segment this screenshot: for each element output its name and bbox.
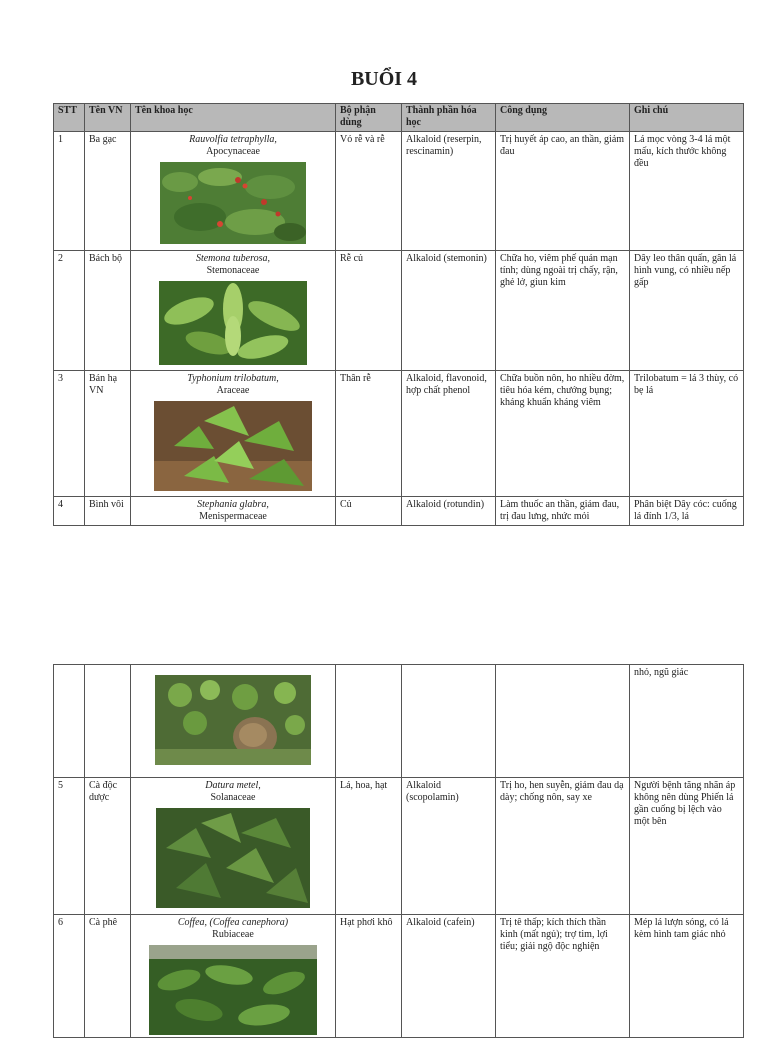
family-name: Rubiaceae	[212, 929, 254, 940]
table-row	[54, 497, 744, 526]
cell-stt: 1	[54, 132, 85, 251]
cell-bo-phan-dung: Củ	[336, 497, 402, 526]
cell-ghi-chu: Người bệnh tăng nhãn áp không nên dùng Phiến lá gần cuống bị lệch vào một bên	[630, 778, 744, 915]
family-name: Solanaceae	[210, 792, 256, 803]
cell-ghi-chu: Dây leo thân quấn, gân lá hình vung, có nhiều nếp gấp	[630, 251, 744, 371]
photo-rauvolfia-plant	[160, 162, 306, 244]
header-bo-phan-dung: Bộ phận dùng	[336, 104, 402, 132]
cell-bo-phan-dung: Rễ củ	[336, 251, 402, 371]
cell-ten-vn: Cà độc dược	[85, 778, 131, 915]
scientific-name: Typhonium trilobatum,	[187, 373, 279, 384]
cell-ten-vn: Cà phê	[85, 915, 131, 1038]
cell-thanh-phan: Alkaloid (cafein)	[402, 915, 496, 1038]
cell-bo-phan-dung	[336, 665, 402, 778]
cell-cong-dung: Chữa buồn nôn, ho nhiều đờm, tiêu hóa kém, chướng bụng; kháng khuẩn kháng viêm	[496, 371, 630, 497]
cell-cong-dung: Trị ho, hen suyễn, giảm đau dạ dày; chống nôn, say xe	[496, 778, 630, 915]
cell-ghi-chu: nhỏ, ngũ giác	[630, 665, 744, 778]
scientific-name: Stephania glabra,	[197, 499, 269, 510]
cell-thanh-phan: Alkaloid (reserpin, rescinamin)	[402, 132, 496, 251]
family-name: Apocynaceae	[206, 146, 260, 157]
cell-ten-khoa-hoc	[131, 665, 336, 778]
cell-stt: 2	[54, 251, 85, 371]
header-thanh-phan: Thành phần hóa học	[402, 104, 496, 132]
cell-stt: 6	[54, 915, 85, 1038]
cell-bo-phan-dung: Lá, hoa, hạt	[336, 778, 402, 915]
page-title: BUỔI 4	[350, 68, 418, 90]
cell-ten-khoa-hoc	[131, 251, 336, 371]
scientific-name: Rauvolfia tetraphylla,	[189, 134, 277, 145]
cell-thanh-phan: Alkaloid, flavonoid, hợp chất phenol	[402, 371, 496, 497]
header-ten-khoa-hoc: Tên khoa học	[131, 104, 336, 132]
table-row	[54, 371, 744, 497]
cell-ten-vn: Bán hạ VN	[85, 371, 131, 497]
cell-ten-vn: Bách bộ	[85, 251, 131, 371]
cell-cong-dung: Trị tê thấp; kích thích thần kinh (mất ngủ); trợ tim, lợi tiểu; giải ngộ độc nghiện	[496, 915, 630, 1038]
table-row	[54, 251, 744, 371]
cell-ten-khoa-hoc	[131, 371, 336, 497]
family-name: Menispermaceae	[199, 511, 267, 522]
cell-ten-khoa-hoc	[131, 915, 336, 1038]
cell-ghi-chu: Trilobatum = lá 3 thùy, có bẹ lá	[630, 371, 744, 497]
photo-stephania-plant	[155, 675, 311, 765]
cell-ten-khoa-hoc	[131, 132, 336, 251]
photo-stemona-plant	[159, 281, 307, 365]
cell-cong-dung: Trị huyết áp cao, an thần, giảm đau	[496, 132, 630, 251]
cell-ghi-chu: Phân biệt Dây cóc: cuống lá đính 1/3, lá	[630, 497, 744, 526]
cell-thanh-phan: Alkaloid (rotundin)	[402, 497, 496, 526]
cell-ten-vn: Ba gạc	[85, 132, 131, 251]
plant-table-part-1	[53, 103, 744, 526]
scientific-name: Coffea, (Coffea canephora)	[177, 917, 289, 928]
table-row	[54, 132, 744, 251]
cell-cong-dung: Làm thuốc an thần, giảm đau, trị đau lưng, nhức mỏi	[496, 497, 630, 526]
cell-thanh-phan: Alkaloid (scopolamin)	[402, 778, 496, 915]
table-header-row	[54, 104, 744, 132]
scientific-name: Stemona tuberosa,	[195, 253, 271, 264]
cell-ghi-chu: Lá mọc vòng 3-4 lá một mấu, kích thước không đều	[630, 132, 744, 251]
cell-stt: 5	[54, 778, 85, 915]
cell-ten-vn: Bình vôi	[85, 497, 131, 526]
photo-typhonium-plant	[154, 401, 312, 491]
cell-thanh-phan: Alkaloid (stemonin)	[402, 251, 496, 371]
cell-cong-dung	[496, 665, 630, 778]
cell-cong-dung: Chữa ho, viêm phế quản mạn tính; dùng ngoài trị chấy, rận, ghẻ lở, giun kim	[496, 251, 630, 371]
table-row	[54, 665, 744, 778]
family-name: Stemonaceae	[206, 265, 260, 276]
cell-stt	[54, 665, 85, 778]
cell-ten-khoa-hoc	[131, 778, 336, 915]
cell-ghi-chu: Mép lá lượn sóng, có lá kèm hình tam giác nhỏ	[630, 915, 744, 1038]
cell-bo-phan-dung: Hạt phơi khô	[336, 915, 402, 1038]
scientific-name: Datura metel,	[205, 780, 261, 791]
header-cong-dung: Công dụng	[496, 104, 630, 132]
cell-stt: 3	[54, 371, 85, 497]
cell-thanh-phan	[402, 665, 496, 778]
cell-bo-phan-dung: Thân rễ	[336, 371, 402, 497]
photo-datura-plant	[156, 808, 310, 908]
table-row	[54, 778, 744, 915]
cell-ten-vn	[85, 665, 131, 778]
header-ghi-chu: Ghi chú	[630, 104, 744, 132]
photo-coffea-plant	[149, 945, 317, 1035]
table-row	[54, 915, 744, 1038]
plant-table-part-2	[53, 664, 744, 1038]
family-name: Araceae	[216, 385, 250, 396]
cell-ten-khoa-hoc	[131, 497, 336, 526]
header-stt: STT	[54, 104, 85, 132]
header-ten-vn: Tên VN	[85, 104, 131, 132]
cell-stt: 4	[54, 497, 85, 526]
cell-bo-phan-dung: Vỏ rễ và rễ	[336, 132, 402, 251]
